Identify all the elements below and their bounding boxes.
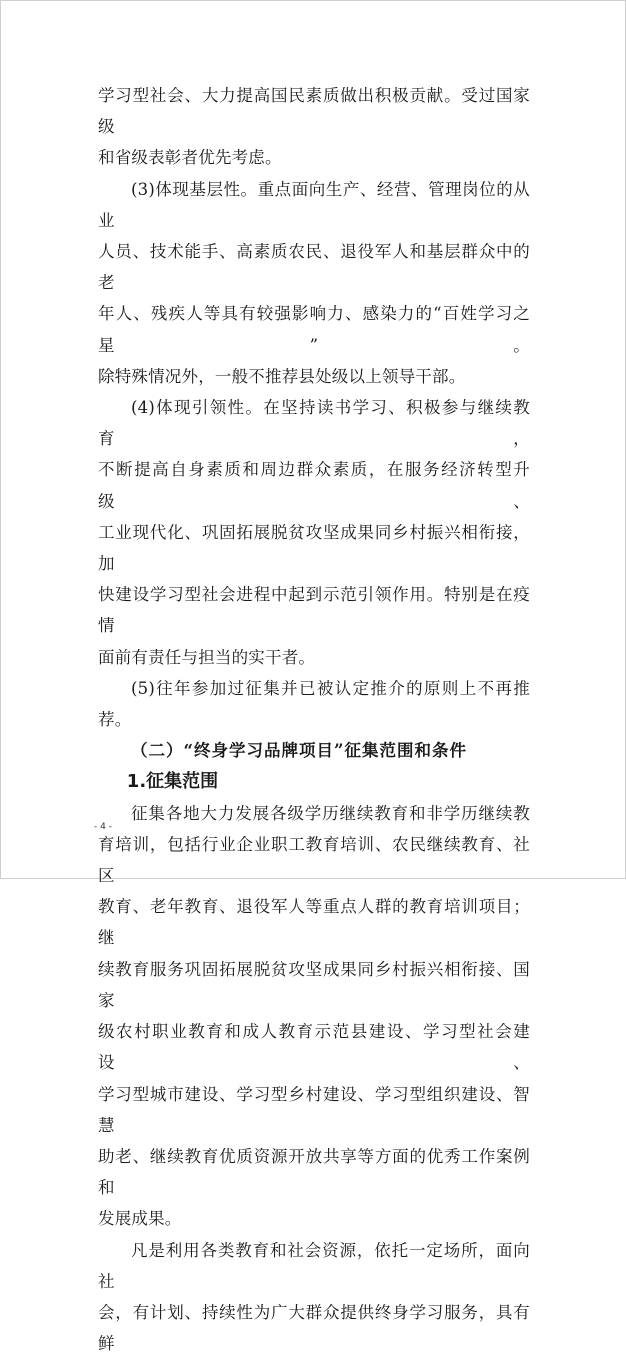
text-line: 助老、继续教育优质资源开放共享等方面的优秀工作案例和 [98, 1146, 530, 1198]
text-line: 级农村职业教育和成人教育示范县建设、学习型社会建设、 [98, 1022, 530, 1073]
text-line: 学习型社会、大力提高国民素质做出积极贡献。受过国家级 [98, 86, 530, 137]
paragraph [98, 392, 530, 673]
text-line: (3)体现基层性。重点面向生产、经营、管理岗位的从业 [98, 179, 530, 230]
text-line: 育培训，包括行业企业职工教育培训、农民继续教育、社区 [98, 834, 530, 886]
paragraph [98, 1235, 530, 1359]
text-line: 学习型城市建设、学习型乡村建设、学习型组织建设、智慧 [98, 1084, 530, 1135]
text-line: 发展成果。 [98, 1209, 182, 1229]
text-line: 人员、技术能手、高素质农民、退役军人和基层群众中的老 [98, 242, 530, 293]
text-line: (4)体现引领性。在坚持读书学习、积极参与继续教育， [98, 398, 530, 449]
text-line: 除特殊情况外，一般不推荐县处级以上领导干部。 [98, 366, 466, 386]
text-line: （二）“终身学习品牌项目”征集范围和条件 [131, 741, 467, 761]
text-line: 快建设学习型社会进程中起到示范引领作用。特别是在疫情 [98, 585, 530, 636]
text-line: 面前有责任与担当的实干者。 [98, 647, 316, 667]
paragraph [98, 174, 530, 392]
text-line: 教育、老年教育、退役军人等重点人群的教育培训项目；继 [98, 897, 530, 948]
text-line: (5)往年参加过征集并已被认定推介的原则上不再推荐。 [98, 678, 530, 730]
text-line: 年人、残疾人等具有较强影响力、感染力的“百姓学习之星”。 [98, 304, 530, 355]
text-line: 续教育服务巩固拓展脱贫攻坚成果同乡村振兴相衔接、国家 [98, 959, 530, 1010]
page-number: - 4 - [94, 822, 112, 832]
subsection-heading [98, 735, 530, 766]
section-heading [98, 766, 530, 797]
paragraph [98, 80, 530, 174]
text-line: 征集各地大力发展各级学历继续教育和非学历继续教 [131, 803, 530, 823]
paragraph [98, 673, 530, 735]
document-body [98, 80, 530, 1359]
text-line: 会，有计划、持续性为广大群众提供终身学习服务，具有鲜 [98, 1302, 530, 1354]
text-line: 凡是利用各类教育和社会资源，依托一定场所，面向社 [98, 1240, 530, 1291]
text-line: 和省级表彰者优先考虑。 [98, 148, 282, 168]
text-line: 工业现代化、巩固拓展脱贫攻坚成果同乡村振兴相衔接，加 [98, 522, 530, 574]
paragraph [98, 798, 530, 1235]
text-line: 不断提高自身素质和周边群众素质，在服务经济转型升级、 [98, 460, 530, 511]
text-line: 1.征集范围 [126, 771, 219, 793]
